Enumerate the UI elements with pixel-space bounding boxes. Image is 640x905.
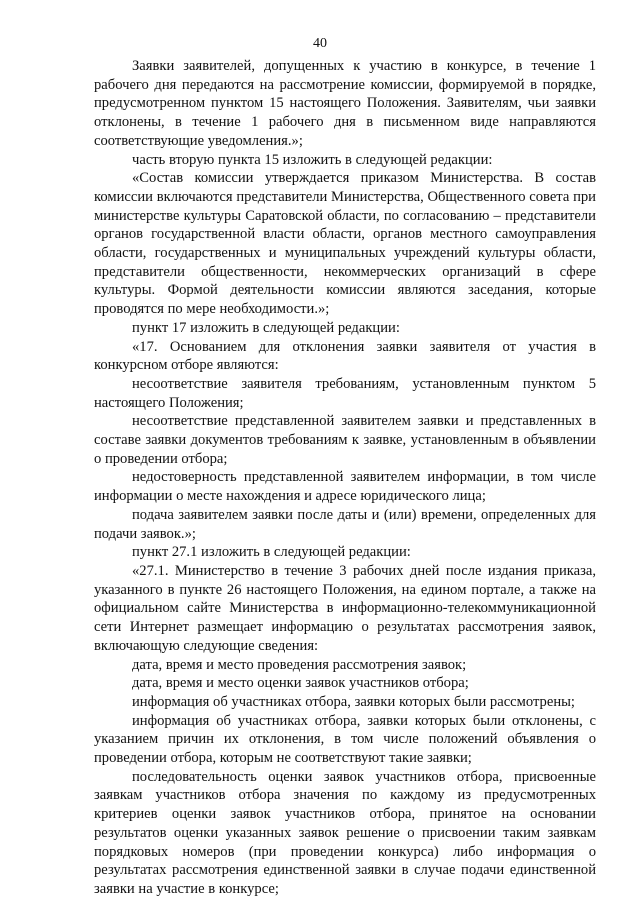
paragraph: дата, время и место проведения рассмотрения заявок;: [132, 656, 467, 673]
paragraph: «17. Основанием для отклонения заявки заявителя от участия в конкурсном отборе являются:: [94, 338, 596, 374]
page-number: 40: [313, 36, 327, 51]
paragraph: пункт 17 изложить в следующей редакции:: [132, 319, 400, 336]
paragraph: несоответствие представленной заявителем заявки и представленных в составе заявки документов требованиям к заявке, установленным в объявлении о проведении отбора;: [94, 413, 596, 467]
paragraph: «27.1. Министерство в течение 3 рабочих дней после издания приказа, указанного в пункте 26 настоящего Положения, на едином портале, а также на официальном сайте Министерства в информационно-телекоммуникационной сети Интернет размещает информацию о результатах рассмотрения заявок, включающую следующие сведения:: [94, 562, 596, 654]
paragraph: информация об участниках отбора, заявки которых были рассмотрены;: [132, 693, 575, 710]
paragraph: последовательность оценки заявок участников отбора, присвоенные заявкам участников отбора значения по каждому из предусмотренных критериев оценки заявок участников отбора, принятое на основании результатов оценки указанных заявок решение о присвоении таким заявкам порядковых номеров (при проведении конкурса) либо информация о результатах рассмотрения единственной заявки в случае подачи единственной заявки на участие в конкурсе;: [94, 768, 596, 897]
paragraph: Заявки заявителей, допущенных к участию в конкурсе, в течение 1 рабочего дня передаются на рассмотрение комиссии, формируемой в порядке, предусмотренном пунктом 15 настоящего Положения. Заявителям, чьи заявки отклонены, в течение 1 рабочего дня в письменном виде направляются соответствующие уведомления.»;: [94, 58, 596, 149]
document-body: [94, 57, 596, 899]
paragraph: дата, время и место оценки заявок участников отбора;: [132, 675, 469, 692]
paragraph: часть вторую пункта 15 изложить в следующей редакции:: [132, 151, 493, 168]
paragraph: недостоверность представленной заявителем информации, в том числе информации о месте нахождения и адресе юридического лица;: [94, 469, 596, 505]
paragraph: «Состав комиссии утверждается приказом Министерства. В состав комиссии включаются представители Министерства, Общественного совета при министерстве культуры Саратовской области, по согласованию – представители органов государственной власти области, органов местного самоуправления области, государственных и муниципальных учреждений культуры области, представители общественности, некоммерческих организаций в сфере культуры. Формой деятельности комиссии являются заседания, которые проводятся по мере необходимости.»;: [94, 170, 596, 318]
paragraph: информация об участниках отбора, заявки которых были отклонены, с указанием причин их отклонения, в том числе положений объявления о проведении отбора, которым не соответствуют такие заявки;: [94, 712, 596, 767]
paragraph: пункт 27.1 изложить в следующей редакции:: [132, 544, 411, 561]
paragraph: несоответствие заявителя требованиям, установленным пунктом 5 настоящего Положения;: [94, 375, 596, 411]
paragraph: подача заявителем заявки после даты и (или) времени, определенных для подачи заявок.»;: [94, 506, 596, 542]
